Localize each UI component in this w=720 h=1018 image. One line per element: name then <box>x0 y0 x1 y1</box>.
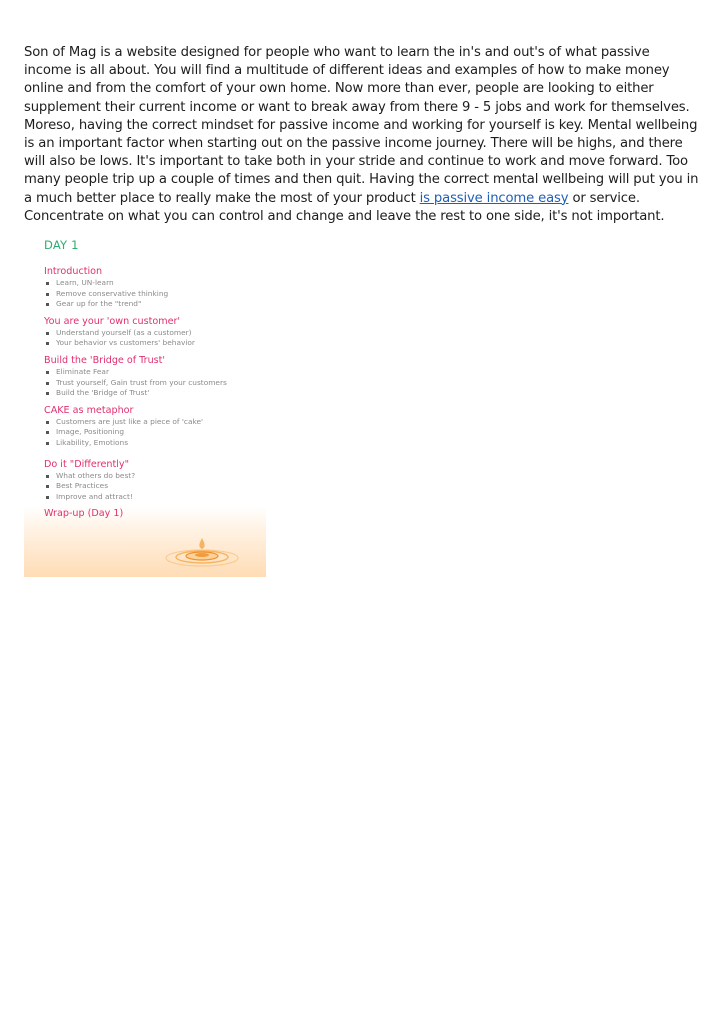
section-cake-metaphor <box>44 405 264 449</box>
list-item: Learn, UN-learn <box>44 278 264 289</box>
section-heading: Wrap-up (Day 1) <box>44 508 124 520</box>
course-slide-image <box>24 226 266 577</box>
list-item: Trust yourself, Gain trust from your customers <box>44 378 264 389</box>
section-list <box>44 328 264 349</box>
slide-content <box>44 238 264 520</box>
section-heading: You are your 'own customer' <box>44 315 181 327</box>
slide-day-title: DAY 1 <box>44 238 79 252</box>
list-item: Eliminate Fear <box>44 367 264 378</box>
list-item: Image, Positioning <box>44 427 264 438</box>
list-item: Gear up for the "trend" <box>44 299 264 310</box>
section-wrap-up <box>44 508 264 520</box>
section-introduction <box>44 266 264 310</box>
section-heading: Do it "Differently" <box>44 458 129 470</box>
list-item: Remove conservative thinking <box>44 289 264 300</box>
section-heading: Build the 'Bridge of Trust' <box>44 354 166 366</box>
list-item: What others do best? <box>44 471 264 482</box>
list-item: Understand yourself (as a customer) <box>44 328 264 339</box>
section-bridge-of-trust <box>44 355 264 399</box>
water-drop-ripple-icon <box>162 532 242 572</box>
section-list <box>44 278 264 310</box>
intro-text-before: Son of Mag is a website designed for people who want to learn the in's and out's of what passive income is all about. You will find a multitude of different ideas and examples of how to make money online and from the comfort of your own home. Now more than ever, people are looking to either supplement their current income or want to break away from there 9 - 5 jobs and work for themselves. Moreso, having the correct mindset for passive income and working for yourself is key. Mental wellbeing is an important factor when starting out on the passive income journey. There will be highs, and there will also be lows. It's important to take both in your stride and continue to work and move forward. Too many people trip up a couple of times and then quit. Having the correct mental wellbeing will put you in a much better place to really make the most of your product <box>24 45 699 206</box>
section-own-customer <box>44 316 264 349</box>
section-list <box>44 417 264 449</box>
section-list <box>44 471 264 503</box>
list-item: Best Practices <box>44 481 264 492</box>
passive-income-link[interactable]: is passive income easy <box>419 190 569 206</box>
list-item: Likability, Emotions <box>44 438 264 449</box>
intro-paragraph <box>24 44 700 226</box>
section-heading: Introduction <box>44 266 103 277</box>
list-item: Customers are just like a piece of 'cake' <box>44 417 264 428</box>
intro-text-after: or service. Concentrate on what you can control and change and leave the rest to one side, it's not important. <box>24 190 665 224</box>
section-list <box>44 367 264 399</box>
section-heading: CAKE as metaphor <box>44 404 134 416</box>
list-item: Build the 'Bridge of Trust' <box>44 388 264 399</box>
list-item: Your behavior vs customers' behavior <box>44 338 264 349</box>
section-do-it-differently <box>44 459 264 503</box>
list-item: Improve and attract! <box>44 492 264 503</box>
